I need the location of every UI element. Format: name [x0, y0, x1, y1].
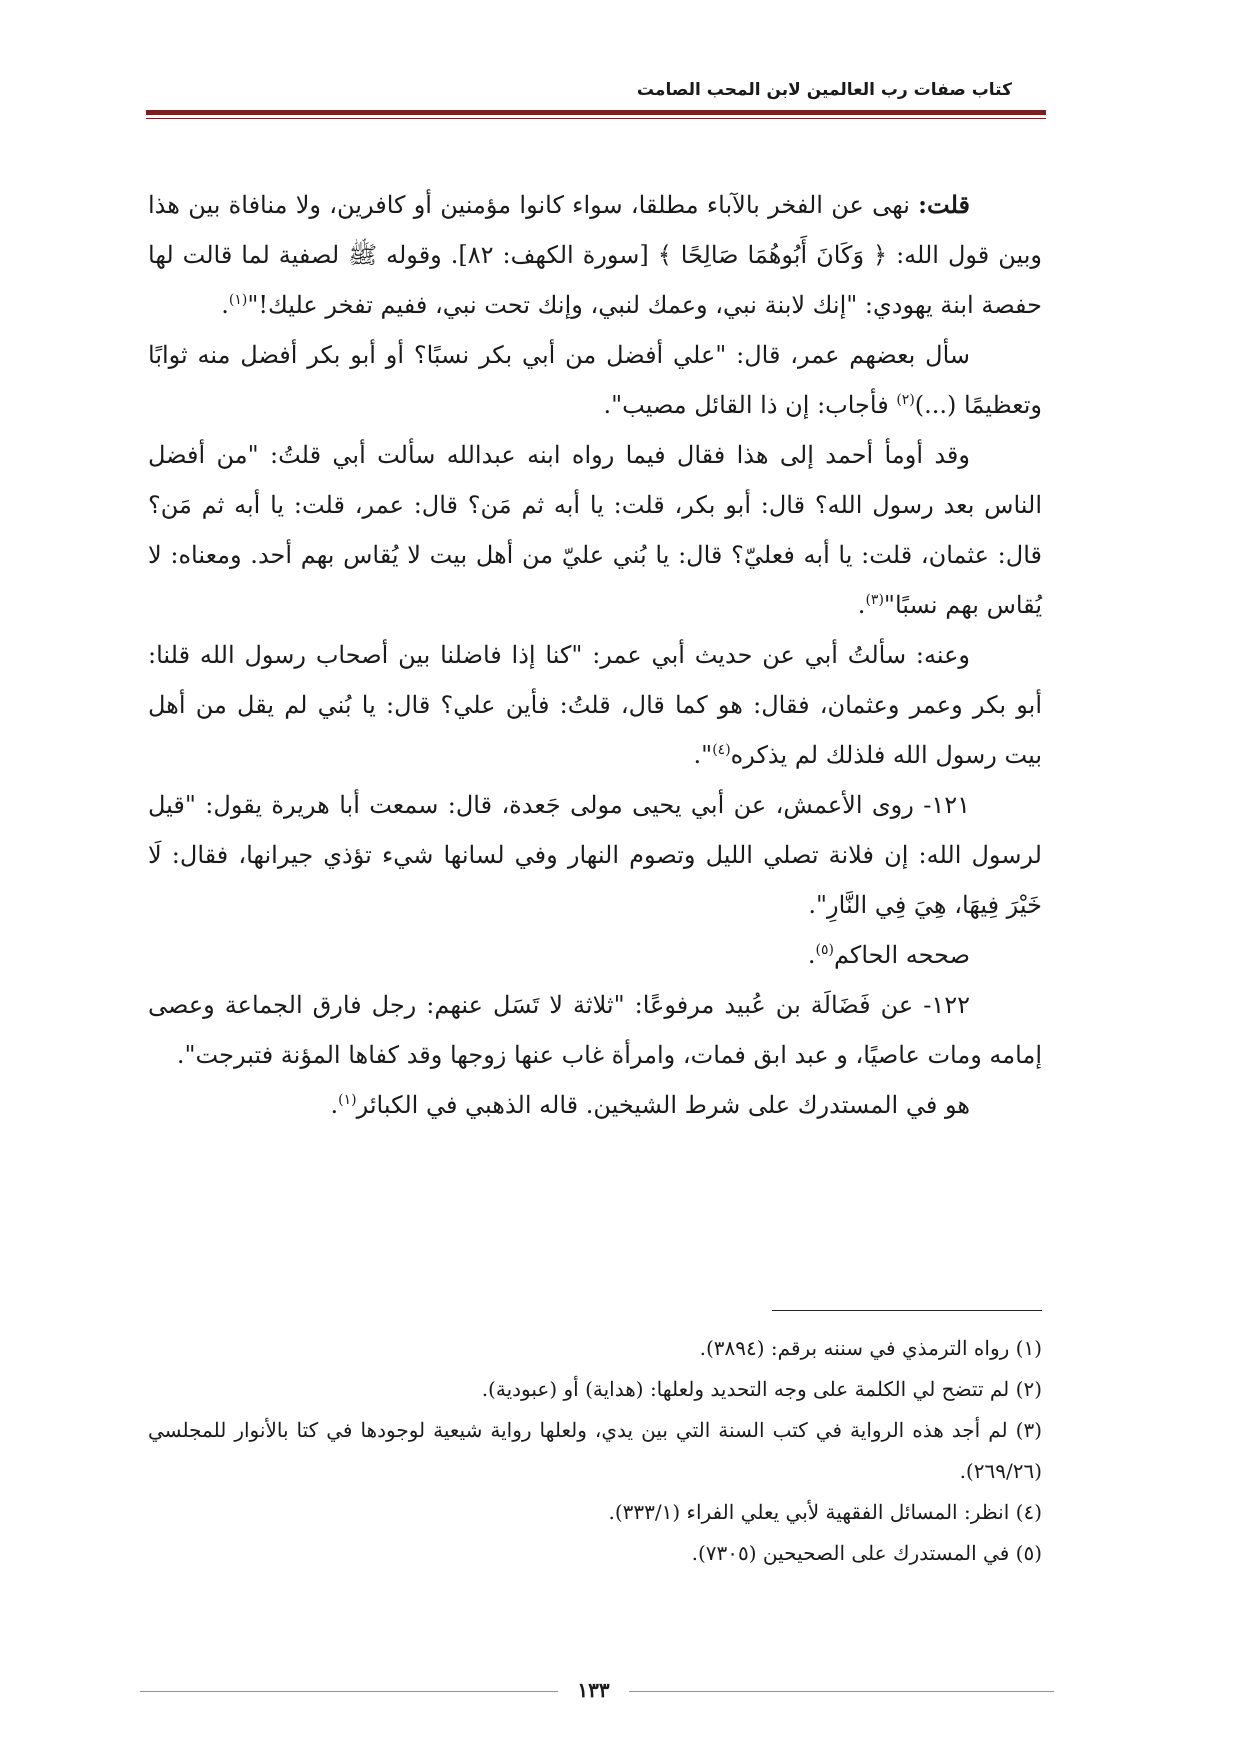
paragraph-6-text: صححه الحاكم: [833, 941, 970, 969]
footnote-5: (٥) في المستدرك على الصحيحين (٧٣٠٥).: [691, 1541, 1042, 1565]
footnote-2: (٢) لم تتضح لي الكلمة على وجه التحديد ولعلها: (هداية) أو (عبودية).: [481, 1377, 1042, 1401]
paragraph-3-text: وقد أومأ أحمد إلى هذا فقال فيما رواه ابنه عبدالله سألت أبي قلتُ: "من أفضل الناس بعد رسول الله؟ قال: أبو بكر، قلت: يا أبه ثم مَن؟ قال: عمر، قلت: يا أبه ثم مَن؟ قال: عثمان، قلت: يا أبه فعليّ؟ قال: يا بُني عليّ من أهل بيت لا يُقاس بهم أحد. ومعناه: لا يُقاس بهم نسبًا": [148, 441, 1042, 619]
footnote-separator: [772, 1310, 1042, 1311]
paragraph-1-end: .: [221, 291, 229, 319]
paragraph-4-end: ".: [693, 741, 713, 769]
footer-rule-right: [629, 1691, 1054, 1692]
footnote-ref-4: (٤): [712, 742, 731, 758]
paragraph-1: [148, 180, 1042, 330]
paragraph-2-end: فأجاب: إن ذا القائل مصيب".: [603, 391, 897, 419]
paragraph-2: [148, 330, 1042, 430]
footnote-ref-2: (٢): [896, 392, 915, 408]
paragraph-2-text: سأل بعضهم عمر، قال: "علي أفضل من أبي بكر نسبًا؟ أو أبو بكر أفضل منه ثوابًا وتعظيمًا (...): [148, 341, 1042, 419]
header-rule-thin: [146, 118, 1046, 119]
paragraph-8-text: هو في المستدرك على شرط الشيخين. قاله الذهبي في الكبائر: [356, 1091, 970, 1119]
header-rule: [146, 110, 1046, 115]
running-header-title: كتاب صفات رب العالمين لابن المحب الصامت: [636, 80, 1012, 100]
main-text: [148, 180, 1042, 1130]
paragraph-7-text: ١٢٢- عن فَضَالَة بن عُبيد مرفوعًا: "ثلاثة لا تَسَل عنهم: رجل فارق الجماعة وعصى إمامه ومات عاصيًا، و عبد ابق فمات، وامرأة غاب عنها زوجها وقد كفاها المؤنة فتبرجت".: [148, 991, 1042, 1069]
footnote-ref-6: (١): [338, 1092, 357, 1108]
page-number: ١٣٣: [577, 1678, 610, 1702]
paragraph-8-end: .: [330, 1091, 339, 1119]
footnote-ref-1: (١): [228, 292, 248, 308]
paragraph-1-lead: قلت:: [918, 190, 970, 219]
paragraph-3-end: .: [857, 591, 866, 619]
paragraph-5-text: ١٢١- روى الأعمش، عن أبي يحيى مولى جَعدة، قال: سمعت أبا هريرة يقول: "قيل لرسول الله: إن فلانة تصلي الليل وتصوم النهار وفي لسانها شيء تؤذي جيرانها، فقال: لَا خَيْرَ فِيهَا، هِيَ فِي النَّارِ".: [148, 791, 1042, 919]
footnote-ref-5: (٥): [815, 942, 834, 958]
footnote-1: (١) رواه الترمذي في سننه برقم: (٣٨٩٤).: [699, 1336, 1042, 1360]
paragraph-3: [148, 430, 1042, 630]
footnotes: [148, 1328, 1042, 1574]
footer-rule-left: [140, 1691, 558, 1692]
paragraph-4: [148, 630, 1042, 780]
paragraph-5: [148, 780, 1042, 930]
footnote-4: (٤) انظر: المسائل الفقهية لأبي يعلي الفراء (٣٣٣/١).: [608, 1500, 1042, 1524]
paragraph-8: [148, 1080, 1042, 1130]
paragraph-7: [148, 980, 1042, 1080]
paragraph-6-end: .: [807, 941, 816, 969]
paragraph-1-text: نهى عن الفخر بالآباء مطلقا، سواء كانوا مؤمنين أو كافرين، ولا منافاة بين هذا وبين قول الله: ﴿ وَكَانَ أَبُوهُمَا صَالِحًا ﴾ [سورة الكهف: ٨٢]. وقوله ﷺ لصفية لما قالت لها حفصة ابنة يهودي: "إنك لابنة نبي، وعمك لنبي، وإنك تحت نبي، ففيم تفخر عليك!": [148, 191, 1043, 319]
footnote-ref-3: (٣): [865, 592, 884, 608]
paragraph-4-text: وعنه: سألتُ أبي عن حديث أبي عمر: "كنا إذا فاضلنا بين أصحاب رسول الله قلنا: أبو بكر وعمر وعثمان، فقال: هو كما قال، قلتُ: فأين علي؟ قال: يا بُني لم يقل من أهل بيت رسول الله فلذلك لم يذكره: [148, 641, 1042, 769]
paragraph-6: [148, 930, 1042, 980]
footnote-3: (٣) لم أجد هذه الرواية في كتب السنة التي بين يدي، ولعلها رواية شيعية لوجودها في كتا بالأنوار للمجلسي (٢٦٩/٢٦).: [148, 1418, 1042, 1483]
